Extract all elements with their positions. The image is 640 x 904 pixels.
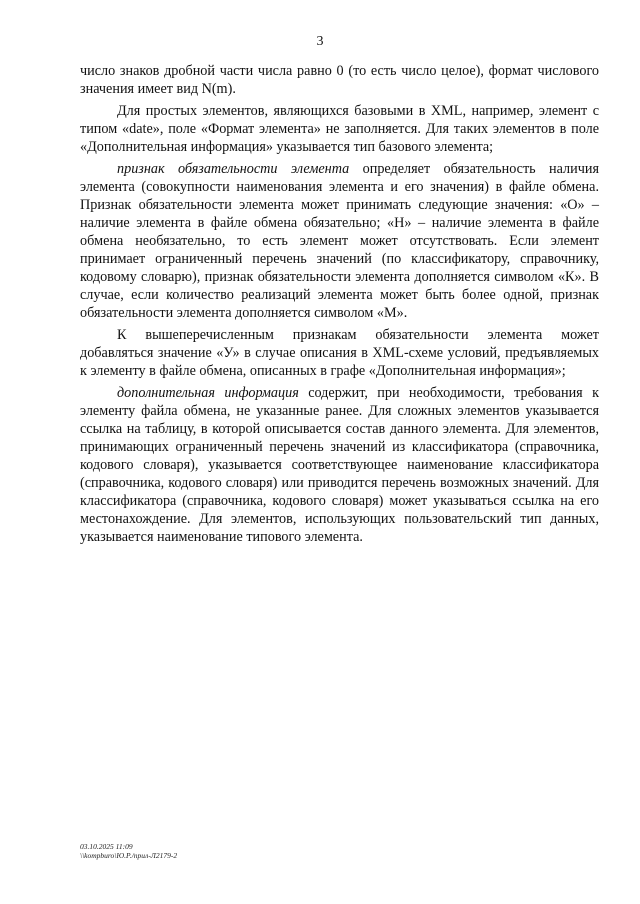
paragraph-text: К вышеперечисленным признакам обязательности элемента может добавляться значение «У» в случае описания в XML-схеме условий, предъявляемых к элементу в файле обмена, описанных в графе «Дополнительная информация»; [80, 327, 599, 379]
document-footer [80, 842, 177, 860]
paragraph-additional-info [80, 384, 599, 546]
paragraph-mandatory-attribute [80, 160, 599, 322]
footer-date: 03.10.2025 11:09 [80, 842, 133, 851]
paragraph-simple-elements [80, 102, 599, 156]
paragraph-text: содержит, при необходимости, требования к элементу файла обмена, не указанные ранее. Для сложных элементов указывается ссылка на таблицу, в которой описывается состав данного элемента. Для элементов, принимающих ограниченный перечень значений из классификатора (справочника, кодового словаря), указывается соответствующее наименование классификатора (справочника, кодового словаря) или приводится перечень возможных значений. Для классификатора (справочника, кодового словаря) может указываться ссылка на его местонахождение. Для элементов, использующих пользовательский тип данных, указывается наименование типового элемента. [80, 385, 599, 545]
document-body [80, 62, 599, 550]
term-mandatory-attribute: признак обязательности элемента [117, 161, 350, 177]
footer-file-path: \\kompburo\Ю.Р./прил-Л2179-2 [80, 851, 178, 860]
paragraph-text: определяет обязательность наличия элемента (совокупности наименования элемента и его значения) в файле обмена. Признак обязательности элемента может принимать следующие значения: «О» – наличие элемента в файле обмена обязательно; «Н» – наличие элемента в файле обмена необязательно, то есть элемент может отсутствовать. Если элемент принимает ограниченный перечень значений (по классификатору, справочнику, кодовому словарю), признак обязательности элемента дополняется символом «К». В случае, если количество реализаций элемента может быть более одной, признак обязательности элемента дополняется символом «М». [80, 161, 599, 321]
page-number: 3 [316, 34, 324, 49]
paragraph-number-format [80, 62, 599, 98]
paragraph-text: Для простых элементов, являющихся базовыми в XML, например, элемент с типом «date», поле «Формат элемента» не заполняется. Для таких элементов в поле «Дополнительная информация» указывается тип базового элемента; [80, 103, 599, 155]
term-additional-info: дополнительная информация [117, 385, 299, 401]
paragraph-condition-value [80, 326, 599, 380]
paragraph-text: число знаков дробной части числа равно 0 (то есть число целое), формат числового значения имеет вид N(m). [80, 63, 599, 97]
